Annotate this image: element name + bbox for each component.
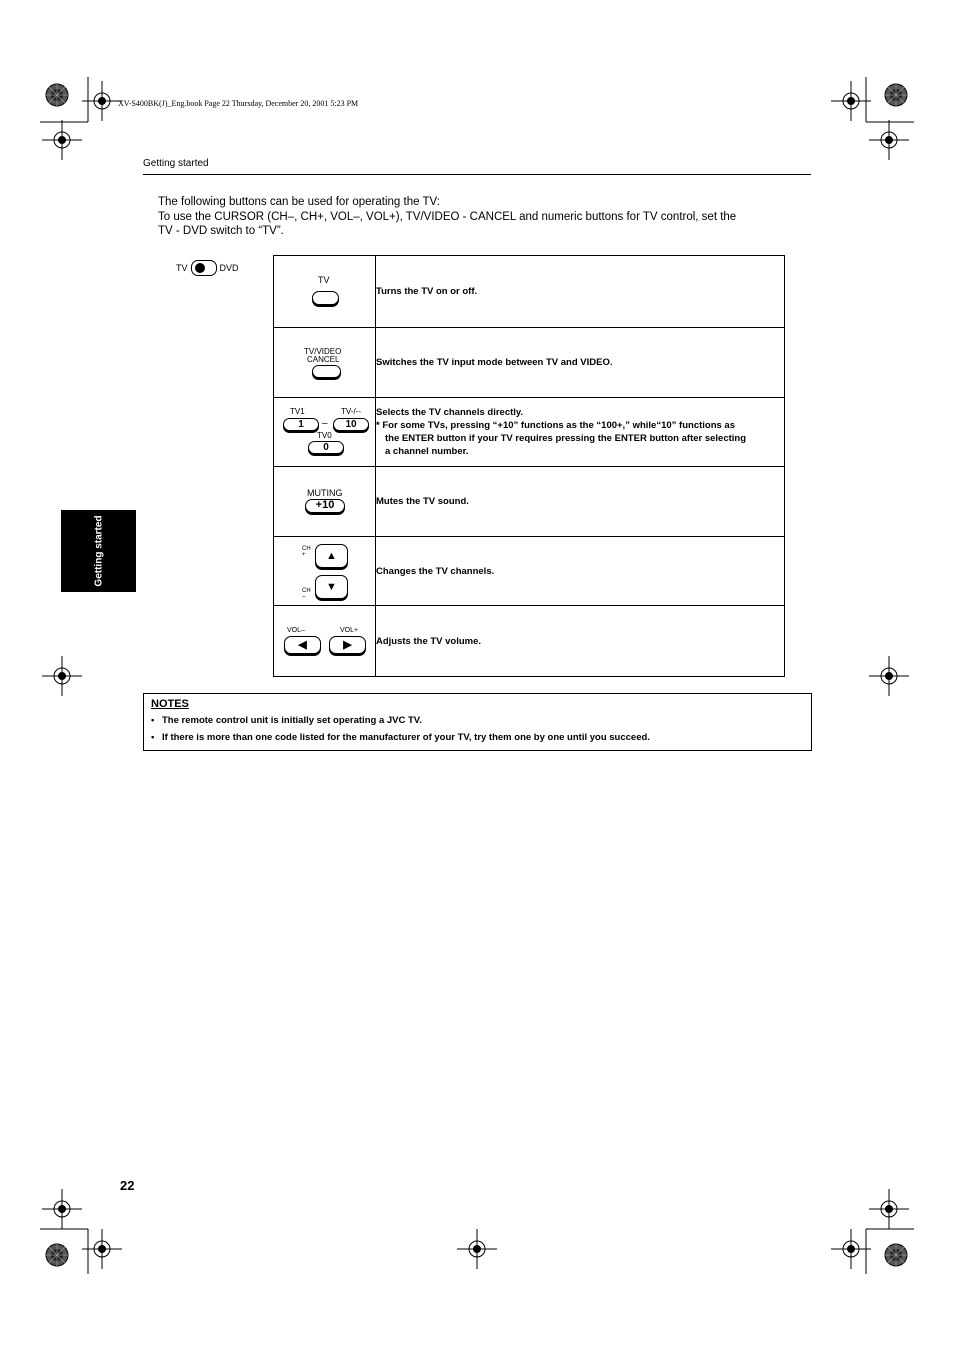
tv-video-cancel-illustration bbox=[274, 328, 376, 398]
registration-star-tl bbox=[46, 84, 68, 106]
table-row bbox=[274, 398, 785, 467]
row-description: Adjusts the TV volume. bbox=[376, 606, 785, 677]
table-row bbox=[274, 537, 785, 606]
intro-line-1: The following buttons can be used for operating the TV: bbox=[158, 196, 440, 208]
registration-mark bbox=[457, 1229, 497, 1269]
intro-line-3: TV - DVD switch to “TV”. bbox=[158, 225, 284, 237]
cursor-right-icon: ▶ bbox=[329, 636, 366, 654]
key-1-icon: 1 bbox=[283, 418, 319, 431]
tv-video-label: TV/VIDEO bbox=[304, 347, 342, 356]
tv-dvd-switch bbox=[176, 260, 239, 276]
side-tab-label: Getting started bbox=[93, 515, 104, 587]
description-line: a channel number. bbox=[385, 446, 469, 457]
book-file-line: XV-S400BK(J)_Eng.book Page 22 Thursday, December 20, 2001 5:23 PM bbox=[118, 99, 359, 108]
key-0-icon: 0 bbox=[308, 441, 344, 454]
row-description: Switches the TV input mode between TV and VIDEO. bbox=[376, 328, 785, 398]
muting-label: MUTING bbox=[307, 488, 343, 498]
row-description: Changes the TV channels. bbox=[376, 537, 785, 606]
registration-mark bbox=[42, 656, 82, 696]
switch-label-dvd: DVD bbox=[219, 263, 239, 273]
registration-mark bbox=[42, 1189, 82, 1229]
registration-star-br bbox=[885, 1244, 907, 1266]
description-line: * For some TVs, pressing “+10” functions as the “100+,” while“10” functions as bbox=[376, 420, 735, 431]
registration-star-tr bbox=[885, 84, 907, 106]
tv0-label: TV0 bbox=[317, 431, 332, 440]
tv-button-icon bbox=[312, 291, 339, 305]
tv-video-cancel-button-icon bbox=[312, 365, 341, 378]
registration-mark bbox=[831, 81, 871, 121]
volume-buttons-illustration bbox=[274, 606, 376, 677]
intro-text bbox=[158, 195, 798, 239]
key-10-icon: 10 bbox=[333, 418, 369, 431]
row-description: Mutes the TV sound. bbox=[376, 467, 785, 537]
notes-box bbox=[143, 693, 812, 751]
description-line: Selects the TV channels directly. bbox=[376, 407, 524, 418]
range-dash: – bbox=[322, 418, 328, 429]
switch-label-tv: TV bbox=[176, 263, 188, 273]
row-description: Turns the TV on or off. bbox=[376, 256, 785, 328]
registration-mark bbox=[42, 120, 82, 160]
page-number: 22 bbox=[120, 1178, 135, 1193]
registration-mark bbox=[831, 1229, 871, 1269]
table-row bbox=[274, 328, 785, 398]
running-head: Getting started bbox=[143, 158, 209, 169]
registration-star-bl bbox=[46, 1244, 68, 1266]
muting-button-illustration bbox=[274, 467, 376, 537]
notes-title: NOTES bbox=[151, 698, 189, 710]
table-row bbox=[274, 256, 785, 328]
vol-plus-label: VOL+ bbox=[340, 627, 359, 634]
cursor-down-icon: ▼ bbox=[315, 575, 348, 599]
registration-mark bbox=[869, 656, 909, 696]
side-tab bbox=[61, 510, 136, 592]
ch-plus-label: CH + bbox=[302, 546, 311, 558]
cursor-up-icon: ▲ bbox=[315, 544, 348, 568]
tv-button-illustration bbox=[274, 256, 376, 328]
tvx-label: TV-/-- bbox=[341, 407, 361, 416]
registration-mark bbox=[869, 120, 909, 160]
table-row bbox=[274, 606, 785, 677]
tv1-label: TV1 bbox=[290, 407, 305, 416]
tv-button-label: TV bbox=[318, 275, 330, 285]
intro-line-2: To use the CURSOR (CH–, CH+, VOL–, VOL+), TV/VIDEO - CANCEL and numeric buttons for TV control, set the bbox=[158, 210, 737, 223]
note-item: • If there is more than one code listed for the manufacturer of your TV, try them one by one until you succeed. bbox=[162, 732, 650, 743]
tv-operations-table bbox=[273, 255, 785, 677]
table-row bbox=[274, 467, 785, 537]
header-rule bbox=[143, 174, 811, 175]
row-description-channels bbox=[376, 398, 785, 467]
cancel-label: CANCEL bbox=[307, 355, 340, 364]
description-line: the ENTER button if your TV requires pressing the ENTER button after selecting bbox=[385, 433, 747, 444]
number-buttons-illustration bbox=[274, 398, 376, 467]
vol-minus-label: VOL– bbox=[287, 627, 305, 634]
switch-icon bbox=[191, 260, 217, 276]
ch-minus-label: CH – bbox=[302, 588, 311, 600]
note-item: • The remote control unit is initially set operating a JVC TV. bbox=[162, 715, 422, 726]
plus10-button-icon: +10 bbox=[305, 499, 345, 513]
cursor-left-icon: ◀ bbox=[284, 636, 321, 654]
registration-mark bbox=[869, 1189, 909, 1229]
channel-buttons-illustration bbox=[274, 537, 376, 606]
